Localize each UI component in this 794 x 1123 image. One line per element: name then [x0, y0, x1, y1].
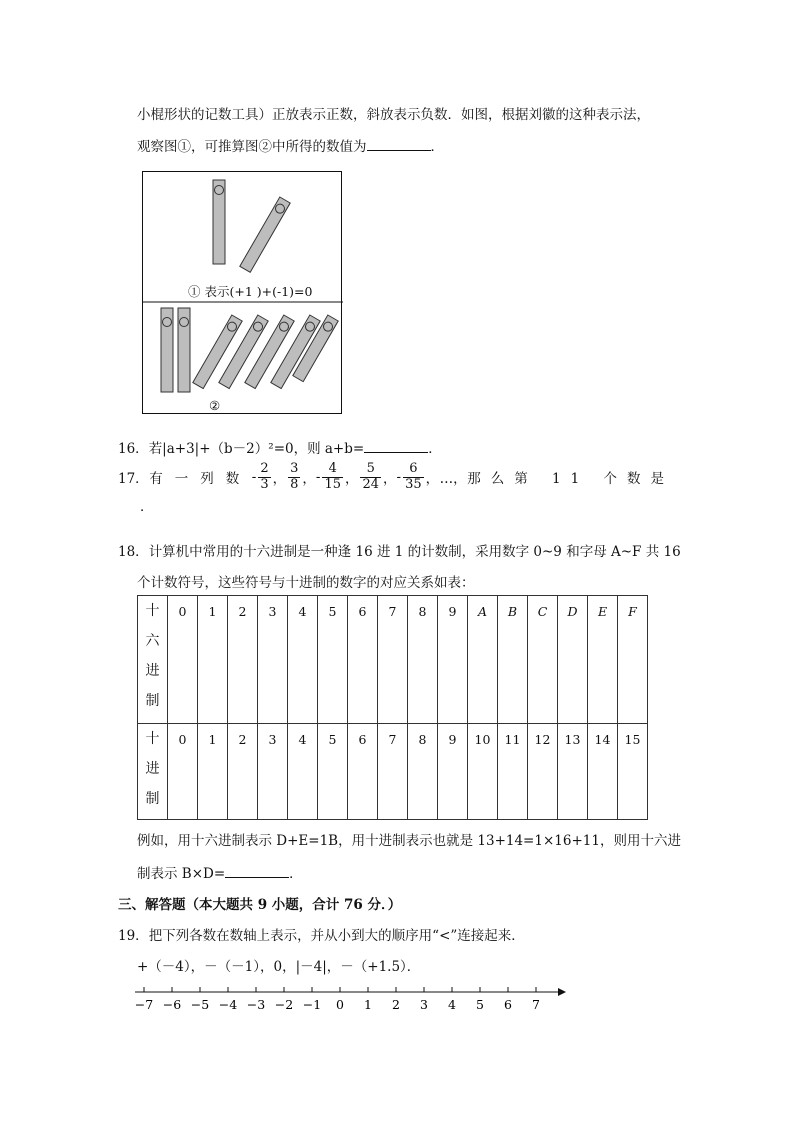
answer-blank-q18[interactable] — [225, 865, 289, 878]
decimal-cell: 10 — [468, 724, 498, 820]
q15-line2 — [137, 135, 444, 155]
separator: ， — [272, 471, 287, 488]
decimal-cell: 11 — [498, 724, 528, 820]
hex-decimal-table — [137, 595, 648, 820]
axis-label: −3 — [246, 997, 266, 1012]
hex-cell: D — [558, 596, 588, 724]
q15-line2-end: ． — [430, 139, 444, 155]
hex-cell: 7 — [378, 596, 408, 724]
q17 — [118, 462, 678, 515]
axis-label: −5 — [190, 997, 210, 1012]
hex-cell: C — [528, 596, 558, 724]
axis-label: −1 — [302, 997, 322, 1012]
axis-label: 4 — [448, 997, 456, 1012]
separator: ， — [302, 471, 316, 488]
denominator: 15 — [324, 476, 341, 492]
hex-cell: F — [618, 596, 648, 724]
decimal-row — [138, 724, 648, 820]
hex-row-header: 十 六 进 制 — [138, 596, 168, 724]
q19-number: 19． — [118, 928, 149, 944]
hex-cell: 4 — [288, 596, 318, 724]
numerator: 3 — [290, 461, 299, 476]
term-sign: - — [251, 469, 257, 486]
decimal-cell: 8 — [408, 724, 438, 820]
axis-label: −6 — [162, 997, 182, 1012]
axis-label: 0 — [336, 997, 344, 1012]
hex-cell: 5 — [318, 596, 348, 724]
answer-blank-q15[interactable] — [367, 138, 431, 151]
q19-line1 — [118, 924, 525, 944]
axis-label: −7 — [134, 997, 154, 1012]
q17-ellipsis: …， — [439, 471, 467, 488]
figure2-caption: ② — [209, 398, 221, 413]
q18-example1: 例如，用十六进制表示 D+E=1B，用十进制表示也就是 13+14=1×16+11，则用十六进 — [137, 833, 681, 849]
sequence-term — [358, 462, 396, 493]
number-line-axis — [130, 982, 570, 1022]
hex-cell: 8 — [408, 596, 438, 724]
hex-cell: B — [498, 596, 528, 724]
decimal-cell: 1 — [198, 724, 228, 820]
decimal-cell: 2 — [228, 724, 258, 820]
numerator: 4 — [322, 462, 343, 478]
fraction — [322, 462, 343, 493]
decimal-cell: 7 — [378, 724, 408, 820]
sequence-term — [252, 462, 286, 493]
hex-cell: E — [588, 596, 618, 724]
q16-end: ． — [428, 441, 442, 457]
q18-example2 — [137, 862, 303, 882]
hex-cell: A — [468, 596, 498, 724]
decimal-cell: 4 — [288, 724, 318, 820]
decimal-cell: 15 — [618, 724, 648, 820]
denominator: 35 — [405, 476, 422, 492]
decimal-cell: 3 — [258, 724, 288, 820]
fraction — [288, 462, 300, 493]
q18-line1-text: 计算机中常用的十六进制是一种逢 16 进 1 的计数制，采用数字 0~9 和字母 A~F 共 16 — [148, 544, 681, 560]
section-title: 三、解答题（本大题共 9 小题，合计 76 分．） — [118, 897, 402, 913]
numerator: 5 — [360, 462, 381, 478]
hex-cell: 6 — [348, 596, 378, 724]
q17-tail: 那么第 11 个数是 — [467, 471, 674, 488]
numerator: 2 — [260, 461, 269, 476]
q16-text: 若|a+3|+（b－2）²=0，则 a+b= — [148, 441, 365, 457]
sequence-term — [286, 462, 316, 493]
q17-fraction-sequence — [252, 462, 439, 493]
axis-label: 5 — [476, 997, 484, 1012]
sequence-term — [316, 462, 359, 493]
hex-cell: 2 — [228, 596, 258, 724]
hex-cell: 3 — [258, 596, 288, 724]
q18-line1 — [118, 540, 681, 560]
q15-line2-text: 观察图①，可推算图②中所得的数值为 — [137, 139, 367, 155]
q19-text: 把下列各数在数轴上表示，并从小到大的顺序用“<”连接起来． — [148, 928, 525, 944]
separator: ， — [383, 471, 397, 488]
q18-example2-end: ． — [289, 866, 303, 882]
q17-intro: 有一列数 — [149, 471, 252, 488]
axis-label: 6 — [504, 997, 512, 1012]
sequence-term — [397, 462, 440, 493]
q16-number: 16． — [118, 441, 149, 457]
q19-numbers: +（－4），－（－1），0，|－4|，－（+1.5）． — [137, 959, 421, 975]
numerator: 6 — [403, 462, 424, 478]
fraction — [258, 462, 270, 493]
decimal-cell: 12 — [528, 724, 558, 820]
q17-number: 17． — [118, 471, 149, 488]
q18-number: 18． — [118, 544, 149, 560]
axis-label: 1 — [364, 997, 372, 1012]
decimal-cell: 6 — [348, 724, 378, 820]
decimal-cell: 9 — [438, 724, 468, 820]
q18-example2-text: 制表示 B×D= — [137, 866, 226, 882]
decimal-cell: 5 — [318, 724, 348, 820]
slanted-rod — [240, 197, 290, 272]
axis-label: 3 — [420, 997, 428, 1012]
q15-line1: 小棍形状的记数工具）正放表示正数，斜放表示负数．如图，根据刘徽的这种表示法， — [137, 107, 650, 123]
denominator: 8 — [290, 476, 299, 492]
answer-blank-q16[interactable] — [364, 440, 428, 453]
hex-cell: 0 — [168, 596, 198, 724]
decimal-row-header: 十 进 制 — [138, 724, 168, 820]
fraction — [403, 462, 424, 493]
decimal-cell: 0 — [168, 724, 198, 820]
axis-label: −4 — [218, 997, 238, 1012]
counting-rods-figure — [142, 171, 342, 414]
separator: ， — [344, 471, 359, 488]
axis-label: 7 — [532, 997, 540, 1012]
axis-label: 2 — [392, 997, 400, 1012]
axis-arrow — [558, 988, 566, 996]
axis-label: −2 — [274, 997, 294, 1012]
hex-cell: 9 — [438, 596, 468, 724]
denominator: 3 — [260, 476, 269, 492]
decimal-cell: 14 — [588, 724, 618, 820]
denominator: 24 — [362, 476, 380, 492]
figure1-caption: ① 表示(+1 )+(-1)=0 — [188, 284, 313, 299]
q16 — [118, 437, 442, 457]
fraction — [360, 462, 381, 493]
hex-row — [138, 596, 648, 724]
hex-cell: 1 — [198, 596, 228, 724]
separator: ， — [425, 471, 440, 488]
q18-line2: 个计数符号，这些符号与十进制的数字的对应关系如表： — [137, 575, 475, 591]
term-sign: - — [315, 469, 321, 486]
number-line[interactable] — [130, 982, 570, 1026]
decimal-cell: 13 — [558, 724, 588, 820]
term-sign: - — [396, 469, 402, 486]
q17-end: ． — [140, 498, 154, 515]
